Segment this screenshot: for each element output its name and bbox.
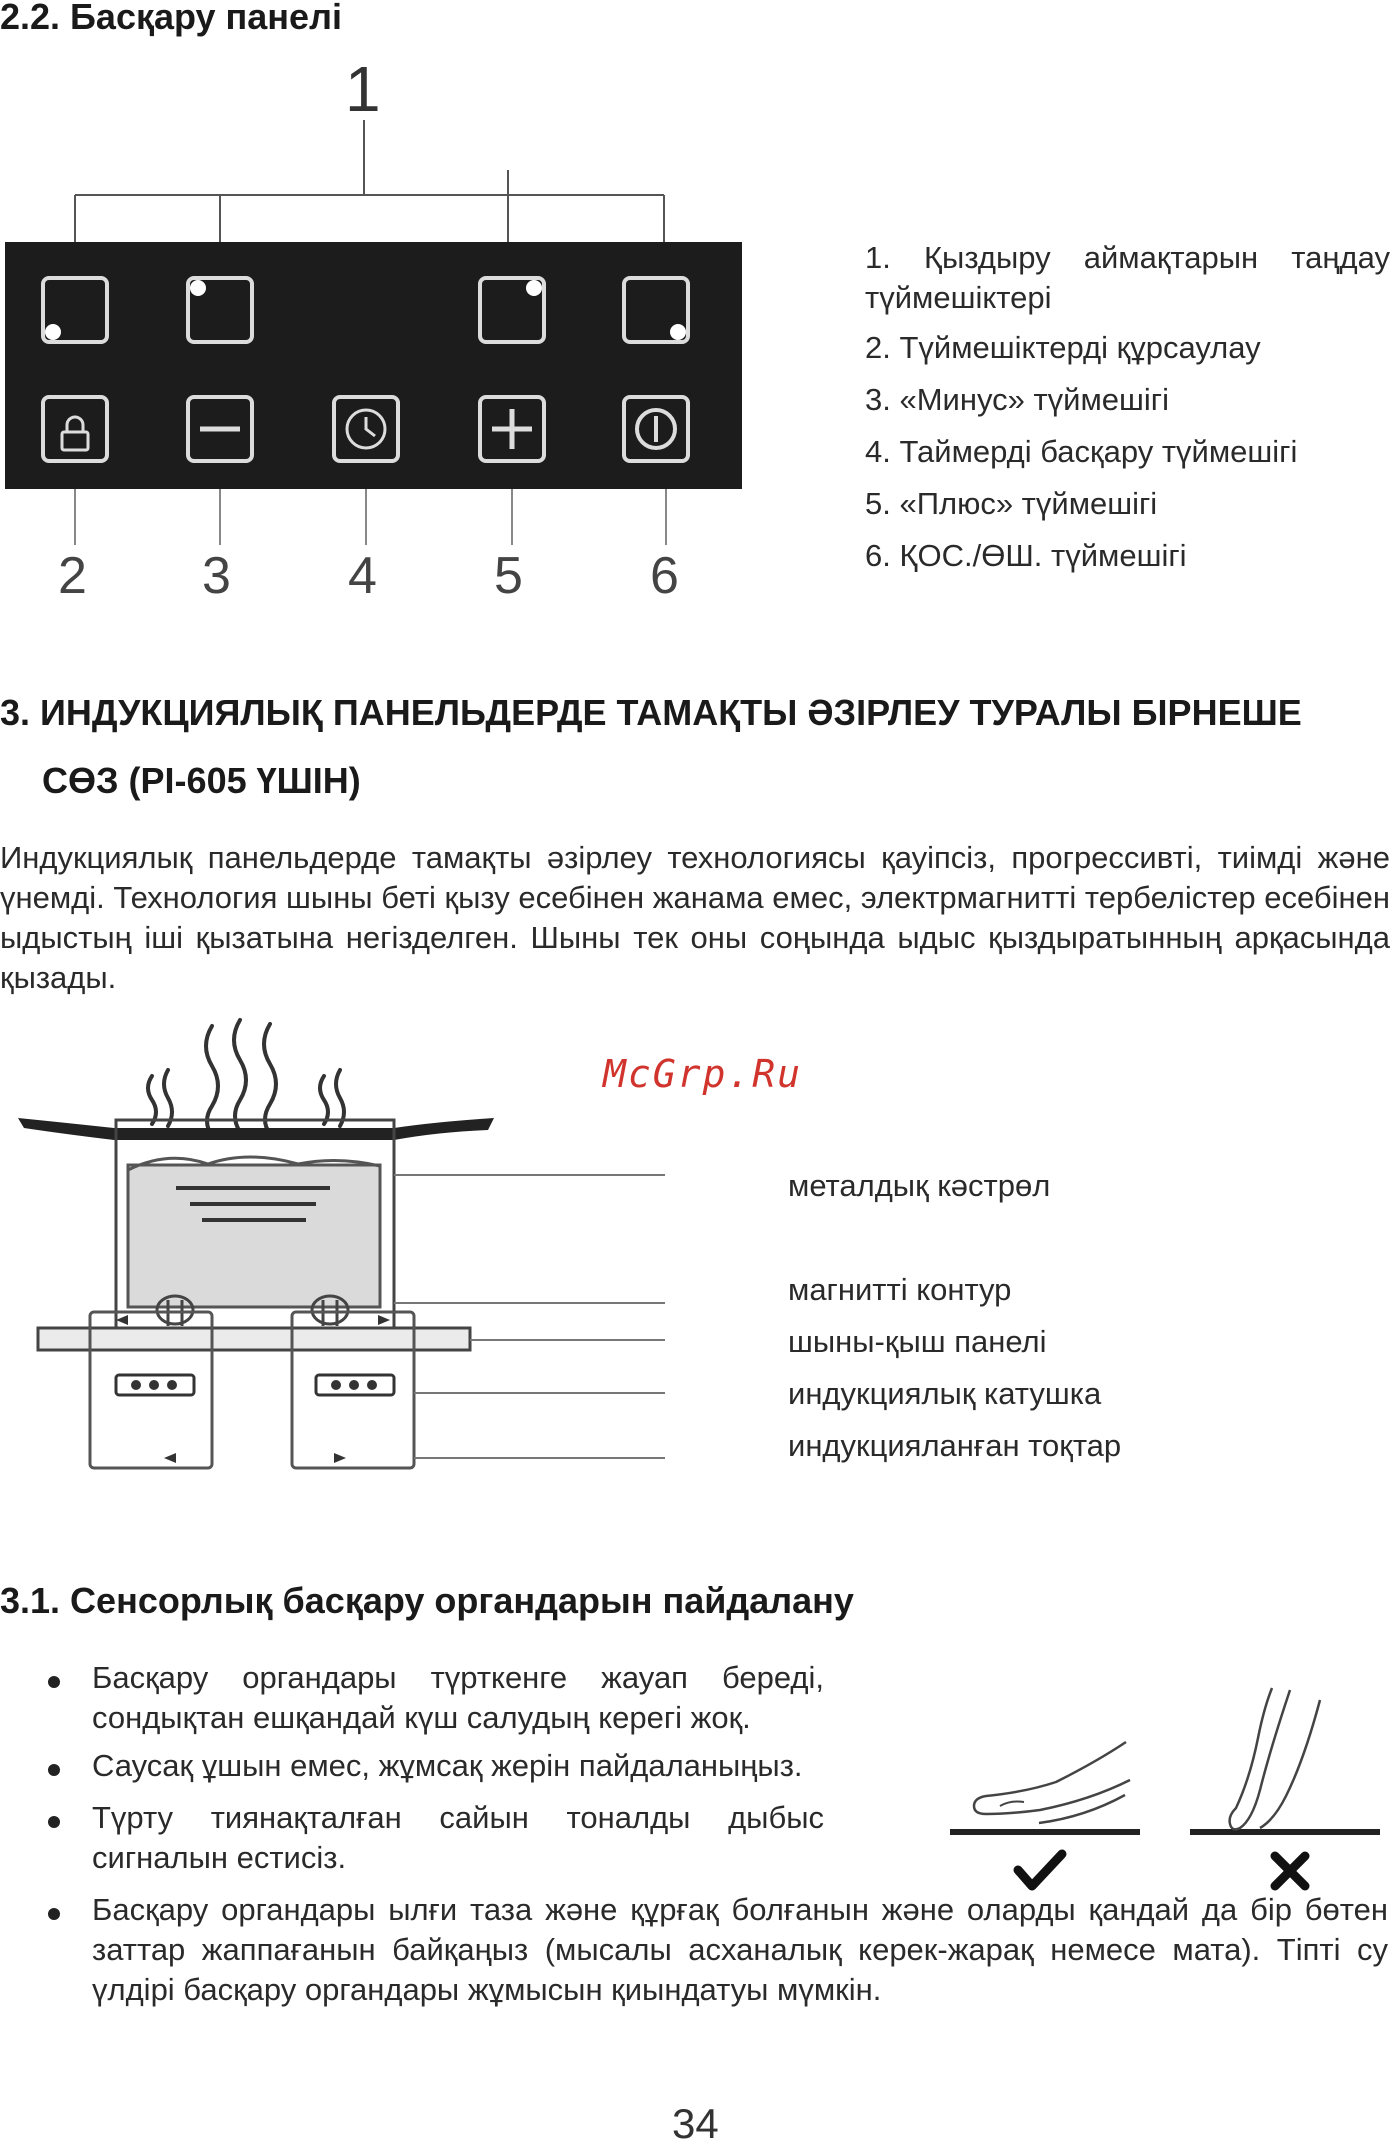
callout-4: 4 xyxy=(348,547,377,605)
finger-touch-illustration xyxy=(940,1680,1390,1920)
legend-item-5: 5. «Плюс» түймешігі xyxy=(865,486,1158,521)
bullet-item-3: Түрту тиянақталған сайын тоналды дыбыс сигналын естисіз. xyxy=(92,1800,824,1875)
cross-icon xyxy=(1275,1856,1305,1886)
callout-5: 5 xyxy=(494,547,523,605)
induction-paragraph: Индукциялық панельдерде тамақты әзірлеу технологиясы қауіпсіз, прогрессивті, тиімді және үнемді. Технология шыны беті қызу есебінен жанама емес, электрмагнитті тербелістер есебінен ыдыстың іші қызатына негізделген. Шыны тек оны соңында ыдыс қыздыратынның арқасында қызады. xyxy=(0,840,1390,995)
section-title-induction-line1: 3. ИНДУКЦИЯЛЫҚ ПАНЕЛЬДЕРДЕ ТАМАҚТЫ ӘЗІРЛЕУ ТУРАЛЫ БІРНЕШЕ xyxy=(0,692,1302,733)
page-number: 34 xyxy=(672,2100,719,2147)
bullet-item-1: Басқару органдары түрткенге жауап береді, сондықтан ешқандай күш салудың керегі жоқ. xyxy=(92,1660,824,1735)
callout-1: 1 xyxy=(345,53,381,125)
bullet-item-2: Саусақ ұшын емес, жұмсақ жерін пайдаланыңыз. xyxy=(92,1748,803,1783)
legend-item-4: 4. Таймерді басқару түймешігі xyxy=(865,434,1298,469)
label-magnetic-circuit: магнитті контур xyxy=(788,1272,1012,1307)
callout-2: 2 xyxy=(58,547,87,605)
callout-3: 3 xyxy=(202,547,231,605)
watermark: McGrp.Ru xyxy=(603,1052,803,1096)
section-title-control-panel: 2.2. Басқару панелі xyxy=(0,0,342,37)
section-title-induction-line2: СӨЗ (PI-605 ҮШІН) xyxy=(42,760,361,801)
legend-item-6: 6. ҚОС./ӨШ. түймешігі xyxy=(865,538,1187,573)
legend-item-2: 2. Түймешіктерді құрсаулау xyxy=(865,330,1261,365)
check-icon xyxy=(1018,1854,1062,1886)
induction-diagram xyxy=(0,1010,700,1490)
label-induced-currents: индукцияланған тоқтар xyxy=(788,1428,1122,1463)
label-glass-ceramic-panel: шыны-қыш панелі xyxy=(788,1324,1047,1359)
bullet-marker xyxy=(48,1764,60,1776)
label-metal-pan: металдық кәстрөл xyxy=(788,1168,1051,1203)
bullet-marker xyxy=(48,1816,60,1828)
legend-item-1: 1. Қыздыру аймақтарын таңдау түймешіктері xyxy=(865,240,1390,315)
bullet-item-4-text: Басқару органдары ылғи таза және құрғақ болғанын және оларды қандай да бір бөтен заттар жаппағанын байқаңыз (мысалы асханалық керек-жарақ немесе мата). Тіпті су үлдірі басқару органдары жұмысын қиындатуы мүмкін. xyxy=(92,1892,1388,2007)
callout-6: 6 xyxy=(650,547,679,605)
section-title-touch-controls: 3.1. Сенсорлық басқару органдарын пайдалану xyxy=(0,1580,854,1621)
control-panel-diagram xyxy=(0,50,760,610)
legend-item-3: 3. «Минус» түймешігі xyxy=(865,382,1169,417)
label-induction-coil: индукциялық катушка xyxy=(788,1376,1102,1411)
bullet-marker xyxy=(48,1676,60,1688)
bullet-marker xyxy=(48,1908,60,1920)
